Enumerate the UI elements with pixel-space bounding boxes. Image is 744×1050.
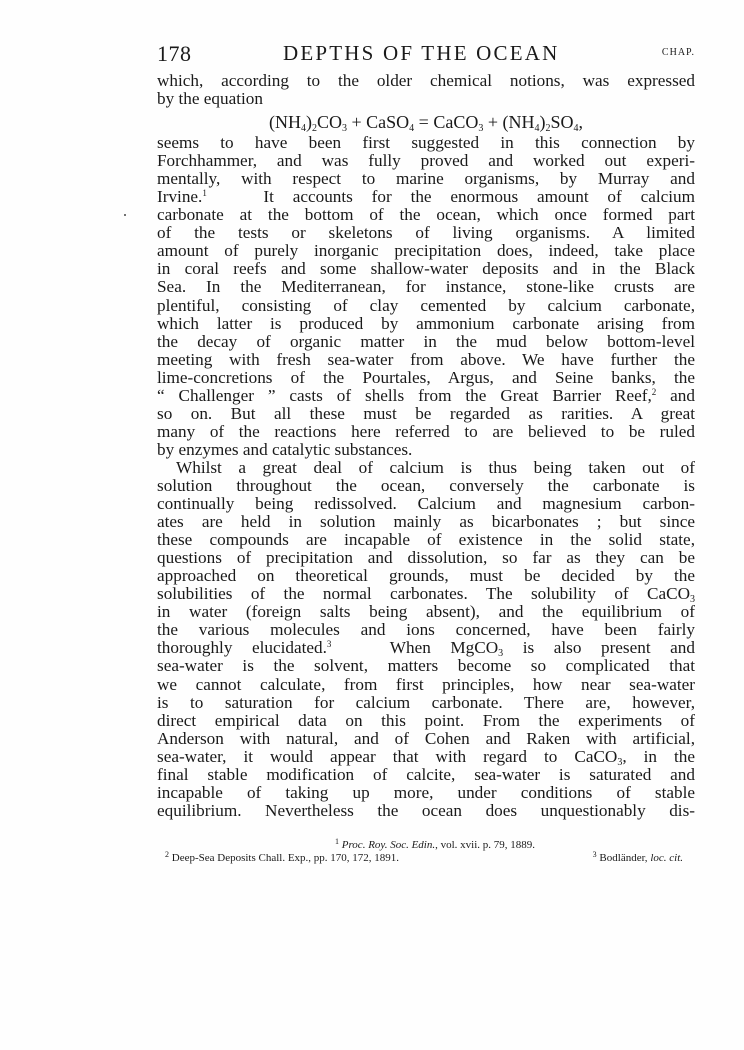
text-line: the decay of organic matter in the mud below bottom-level <box>157 331 695 351</box>
footnote-ref: 2 <box>651 386 657 397</box>
text-line: lime-concretions of the Pourtales, Argus, and Seine banks, the <box>157 367 695 387</box>
text-line: meeting with fresh sea-water from above. We have further the <box>157 349 695 369</box>
text-line: ates are held in solution mainly as bicarbonates ; but since <box>157 512 695 532</box>
text-line: solubilities of the normal carbonates. The solubility of CaCO$_3$ <box>157 584 695 606</box>
text-line: of the tests or skeletons of living organisms. A limited <box>157 223 695 243</box>
text-line: Anderson with natural, and of Cohen and Raken with artificial, <box>157 728 695 748</box>
text-line: equilibrium. Nevertheless the ocean does unquestionably dis- <box>157 800 695 820</box>
footnote-1: $^1$ Proc. Roy. Soc. Edin., vol. xvii. p. 79, 1889. <box>334 837 536 851</box>
running-title: DEPTHS OF THE OCEAN <box>283 41 560 65</box>
text-line: which latter is produced by ammonium carbonate arising from <box>157 313 695 333</box>
footnote-ref: 1 <box>202 188 207 199</box>
page-header <box>157 41 695 71</box>
page-number: 178 <box>157 41 192 66</box>
text-line: Whilst a great deal of calcium is thus being taken out of <box>176 457 695 477</box>
text-line: final stable modification of calcite, sea-water is saturated and <box>157 764 695 784</box>
text-line: so on. But all these must be regarded as rarities. A great <box>157 403 695 423</box>
footnote-ref: 3 <box>326 639 332 650</box>
text-line: seems to have been first suggested in this connection by <box>157 133 695 153</box>
chapter-abbrev: CHAP. <box>661 47 695 58</box>
footnote-2: $^2$ Deep-Sea Deposits Chall. Exp., pp. 170, 172, 1891. <box>165 850 400 864</box>
text-line: “ Challenger ” casts of shells from the Great Barrier Reef,$^2$ and <box>157 385 695 405</box>
text-line: Forchhammer, and was fully proved and worked out experi- <box>157 151 695 171</box>
footnotes <box>157 839 695 865</box>
text-line: is to saturation for calcium carbonate. There are, however, <box>157 692 695 712</box>
text-line: by enzymes and catalytic substances. <box>157 439 413 459</box>
text-line: mentally, with respect to marine organisms, by Murray and <box>157 169 695 189</box>
text-line: approached on theoretical grounds, must be decided by the <box>157 566 695 586</box>
text-line: the various molecules and ions concerned, have been fairly <box>157 620 695 640</box>
text-line: questions of precipitation and dissolution, so far as they can be <box>157 548 695 568</box>
text-line: thoroughly elucidated.$^3$ When MgCO$_3$ is also present and <box>157 638 695 660</box>
text-line: solution throughout the ocean, conversely the carbonate is <box>157 475 695 495</box>
text-line: we cannot calculate, from first principles, how near sea-water <box>157 674 695 694</box>
text-line: Irvine.$^1$ It accounts for the enormous amount of calcium <box>157 187 695 207</box>
body-text <box>157 72 695 820</box>
text-line: these compounds are incapable of existence in the solid state, <box>157 530 695 550</box>
text-line: in coral reefs and some shallow-water deposits and in the Black <box>157 259 695 279</box>
text-line: many of the reactions here referred to are believed to be ruled <box>157 421 695 441</box>
text-line: direct empirical data on this point. From the experiments of <box>157 710 695 730</box>
text-line: sea-water, it would appear that with regard to CaCO$_3$, in the <box>157 746 695 768</box>
text-line: by the equation <box>157 89 263 109</box>
text-line: sea-water is the solvent, matters become so complicated that <box>157 656 695 676</box>
stray-mark <box>124 214 126 216</box>
chemical-equation: $(NH_4)_2CO_3$ + CaSO$_4$ = CaCO$_3$ + $(NH_4)_2SO_4$, <box>269 112 583 135</box>
text-line: Sea. In the Mediterranean, for instance, stone-like crusts are <box>157 277 695 297</box>
text-line: incapable of taking up more, under conditions of stable <box>157 782 695 802</box>
text-line: which, according to the older chemical notions, was expressed <box>157 71 695 90</box>
text-line: amount of purely inorganic precipitation does, indeed, take place <box>157 241 695 261</box>
text-line: carbonate at the bottom of the ocean, which once formed part <box>157 205 695 225</box>
footnote-3: $^3$ Bodländer, loc. cit. <box>592 850 683 864</box>
text-line: continually being redissolved. Calcium and magnesium carbon- <box>157 494 695 514</box>
text-line: plentiful, consisting of clay cemented by calcium carbonate, <box>157 295 695 315</box>
text-line: in water (foreign salts being absent), and the equilibrium of <box>157 602 695 622</box>
